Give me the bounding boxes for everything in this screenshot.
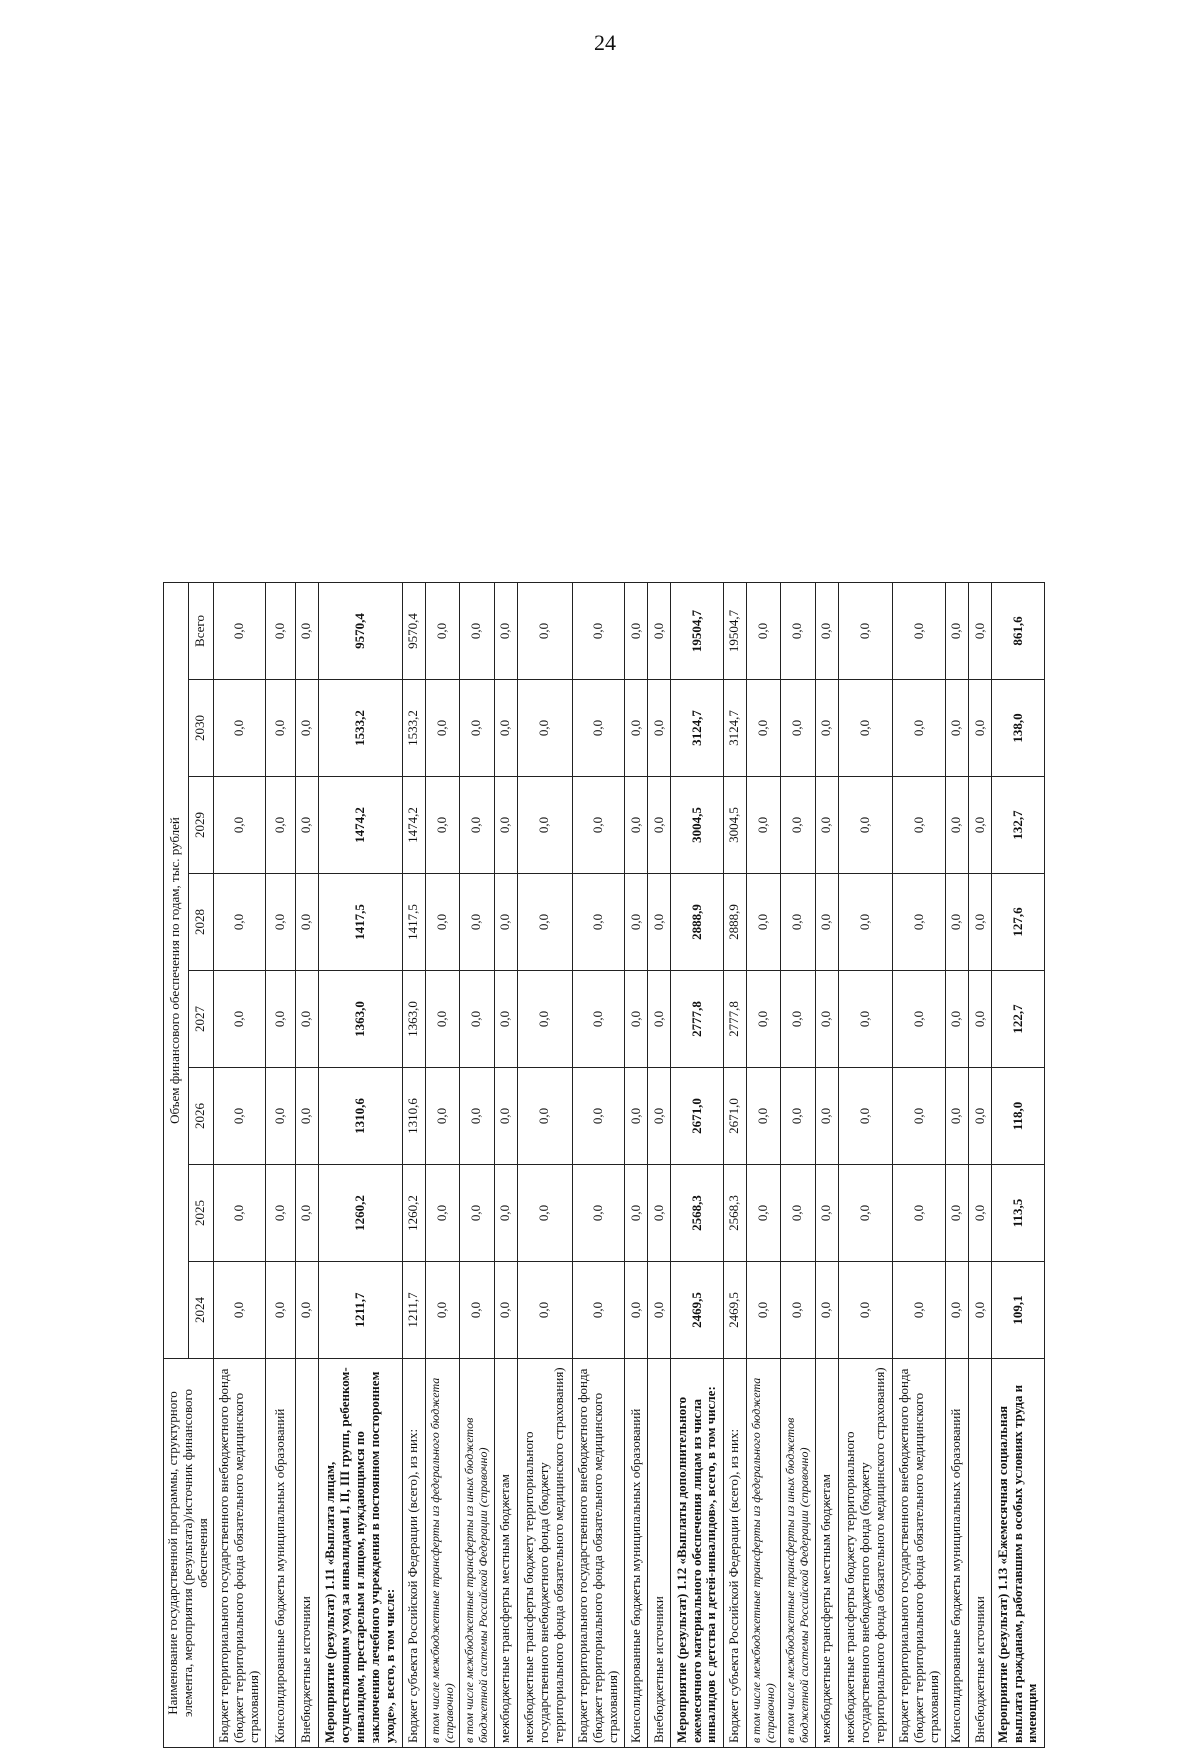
value-cell: 0,0 [624, 777, 647, 874]
value-cell: 2469,5 [723, 1262, 746, 1359]
value-cell: 0,0 [517, 582, 572, 679]
value-cell: 0,0 [781, 582, 815, 679]
value-cell: 0,0 [460, 1262, 494, 1359]
table-row [671, 582, 723, 1747]
row-label: Консолидированные бюджеты муниципальных образований [624, 1359, 647, 1748]
value-cell: 0,0 [425, 680, 459, 777]
table-row [213, 582, 265, 1747]
value-cell: 0,0 [648, 680, 671, 777]
row-label: Бюджет территориального государственного внебюджетного фонда (бюджет территориального фонда обязательного медицинского страхования) [572, 1359, 624, 1748]
table-row [781, 582, 815, 1747]
row-label: Внебюджетные источники [648, 1359, 671, 1748]
value-cell: 0,0 [746, 680, 780, 777]
value-cell: 3004,5 [671, 777, 723, 874]
row-label: в том числе межбюджетные трансферты из федерального бюджета (справочно) [746, 1359, 780, 1748]
financing-group-header: Объем финансового обеспечения по годам, тыс. рублей [164, 582, 189, 1358]
row-label: межбюджетные трансферты местным бюджетам [815, 1359, 838, 1748]
value-cell: 0,0 [838, 777, 893, 874]
row-label: в том числе межбюджетные трансферты из федерального бюджета (справочно) [425, 1359, 459, 1748]
value-cell: 0,0 [648, 1165, 671, 1262]
value-cell: 0,0 [425, 1068, 459, 1165]
value-cell: 0,0 [266, 680, 295, 777]
value-cell: 0,0 [969, 874, 992, 971]
row-label: Бюджет субъекта Российской Федерации (всего), из них: [402, 1359, 425, 1748]
value-cell: 0,0 [746, 1165, 780, 1262]
value-cell: 0,0 [266, 1165, 295, 1262]
value-cell: 0,0 [945, 1165, 968, 1262]
year-header: Всего [188, 582, 213, 679]
value-cell: 9570,4 [402, 582, 425, 679]
value-cell: 0,0 [781, 971, 815, 1068]
table-row [945, 582, 968, 1747]
value-cell: 2568,3 [723, 1165, 746, 1262]
value-cell: 0,0 [266, 582, 295, 679]
value-cell: 0,0 [945, 680, 968, 777]
value-cell: 0,0 [213, 680, 265, 777]
table-row [624, 582, 647, 1747]
value-cell: 0,0 [969, 582, 992, 679]
value-cell: 0,0 [969, 680, 992, 777]
value-cell: 0,0 [838, 1068, 893, 1165]
value-cell: 0,0 [893, 777, 945, 874]
row-label: Консолидированные бюджеты муниципальных образований [266, 1359, 295, 1748]
value-cell: 0,0 [969, 1068, 992, 1165]
value-cell: 1260,2 [402, 1165, 425, 1262]
value-cell: 0,0 [945, 1262, 968, 1359]
value-cell: 0,0 [781, 680, 815, 777]
value-cell: 0,0 [517, 777, 572, 874]
value-cell: 2671,0 [723, 1068, 746, 1165]
table-row [572, 582, 624, 1747]
value-cell: 0,0 [815, 1165, 838, 1262]
value-cell: 132,7 [992, 777, 1045, 874]
table-row [425, 582, 459, 1747]
table-row [295, 582, 318, 1747]
value-cell: 1417,5 [318, 874, 402, 971]
value-cell: 0,0 [295, 874, 318, 971]
value-cell: 0,0 [494, 971, 517, 1068]
value-cell: 19504,7 [723, 582, 746, 679]
value-cell: 0,0 [213, 1165, 265, 1262]
value-cell: 0,0 [648, 874, 671, 971]
value-cell: 1474,2 [318, 777, 402, 874]
table-row [318, 582, 402, 1747]
row-label: межбюджетные трансферты местным бюджетам [494, 1359, 517, 1748]
row-label: в том числе межбюджетные трансферты из иных бюджетов бюджетной системы Российской Федерации (справочно) [460, 1359, 494, 1748]
value-cell: 0,0 [815, 777, 838, 874]
value-cell: 1474,2 [402, 777, 425, 874]
table-row [266, 582, 295, 1747]
value-cell: 0,0 [266, 971, 295, 1068]
value-cell: 0,0 [460, 582, 494, 679]
value-cell: 0,0 [517, 874, 572, 971]
value-cell: 0,0 [572, 680, 624, 777]
value-cell: 0,0 [945, 582, 968, 679]
value-cell: 0,0 [517, 680, 572, 777]
value-cell: 1363,0 [318, 971, 402, 1068]
value-cell: 0,0 [893, 1165, 945, 1262]
table-row [494, 582, 517, 1747]
value-cell: 0,0 [460, 971, 494, 1068]
value-cell: 1310,6 [402, 1068, 425, 1165]
value-cell: 0,0 [815, 680, 838, 777]
year-header: 2027 [188, 971, 213, 1068]
value-cell: 0,0 [624, 582, 647, 679]
value-cell: 122,7 [992, 971, 1045, 1068]
value-cell: 2568,3 [671, 1165, 723, 1262]
table-row [723, 582, 746, 1747]
value-cell: 0,0 [893, 1262, 945, 1359]
value-cell: 0,0 [460, 1068, 494, 1165]
value-cell: 0,0 [266, 874, 295, 971]
table-row [969, 582, 992, 1747]
value-cell: 0,0 [295, 777, 318, 874]
value-cell: 0,0 [494, 582, 517, 679]
value-cell: 0,0 [969, 1165, 992, 1262]
value-cell: 2777,8 [671, 971, 723, 1068]
value-cell: 0,0 [969, 971, 992, 1068]
value-cell: 0,0 [648, 582, 671, 679]
value-cell: 1417,5 [402, 874, 425, 971]
value-cell: 113,5 [992, 1165, 1045, 1262]
value-cell: 0,0 [746, 582, 780, 679]
value-cell: 2888,9 [671, 874, 723, 971]
value-cell: 0,0 [838, 680, 893, 777]
value-cell: 0,0 [815, 1068, 838, 1165]
value-cell: 0,0 [624, 680, 647, 777]
value-cell: 0,0 [838, 971, 893, 1068]
value-cell: 0,0 [425, 971, 459, 1068]
table-row [838, 582, 893, 1747]
value-cell: 0,0 [460, 1165, 494, 1262]
year-header: 2024 [188, 1262, 213, 1359]
value-cell: 0,0 [648, 1068, 671, 1165]
value-cell: 0,0 [969, 777, 992, 874]
value-cell: 0,0 [746, 777, 780, 874]
value-cell: 2671,0 [671, 1068, 723, 1165]
value-cell: 0,0 [295, 680, 318, 777]
value-cell: 118,0 [992, 1068, 1045, 1165]
value-cell: 0,0 [624, 1165, 647, 1262]
value-cell: 0,0 [838, 1262, 893, 1359]
value-cell: 138,0 [992, 680, 1045, 777]
value-cell: 1211,7 [402, 1262, 425, 1359]
value-cell: 0,0 [460, 874, 494, 971]
value-cell: 0,0 [494, 777, 517, 874]
value-cell: 1533,2 [402, 680, 425, 777]
value-cell: 0,0 [425, 1165, 459, 1262]
value-cell: 0,0 [572, 1262, 624, 1359]
row-label: Бюджет территориального государственного внебюджетного фонда (бюджет территориального фонда обязательного медицинского страхования) [213, 1359, 265, 1748]
value-cell: 0,0 [213, 971, 265, 1068]
value-cell: 0,0 [295, 1262, 318, 1359]
year-header: 2030 [188, 680, 213, 777]
page-number: 24 [594, 30, 616, 55]
value-cell: 2469,5 [671, 1262, 723, 1359]
value-cell: 0,0 [781, 1262, 815, 1359]
table-row [746, 582, 780, 1747]
value-cell: 3004,5 [723, 777, 746, 874]
value-cell: 0,0 [425, 777, 459, 874]
value-cell: 109,1 [992, 1262, 1045, 1359]
value-cell: 0,0 [572, 1165, 624, 1262]
value-cell: 0,0 [838, 1165, 893, 1262]
value-cell: 0,0 [838, 874, 893, 971]
value-cell: 0,0 [460, 680, 494, 777]
row-label: Мероприятие (результат) 1.11 «Выплата лицам, осуществляющим уход за инвалидами I, II, III групп, ребенком-инвалидом, престарелым и лицом, нуждающимся по заключению лечебного учреждения в постоянном постороннем уходе», всего, в том числе: [318, 1359, 402, 1748]
row-label: Консолидированные бюджеты муниципальных образований [945, 1359, 968, 1748]
table-row [460, 582, 494, 1747]
row-label: Внебюджетные источники [295, 1359, 318, 1748]
year-header: 2025 [188, 1165, 213, 1262]
value-cell: 0,0 [648, 971, 671, 1068]
value-cell: 0,0 [648, 1262, 671, 1359]
value-cell: 0,0 [945, 777, 968, 874]
value-cell: 0,0 [945, 1068, 968, 1165]
value-cell: 0,0 [893, 680, 945, 777]
row-label: межбюджетные трансферты бюджету территориального государственного внебюджетного фонда (бюджету территориального фонда обязательного медицинского страхования) [838, 1359, 893, 1748]
value-cell: 0,0 [425, 874, 459, 971]
value-cell: 0,0 [494, 1262, 517, 1359]
value-cell: 0,0 [295, 582, 318, 679]
value-cell: 0,0 [494, 874, 517, 971]
value-cell: 0,0 [295, 1165, 318, 1262]
financing-table [163, 582, 1045, 1748]
value-cell: 0,0 [945, 874, 968, 971]
value-cell: 0,0 [781, 777, 815, 874]
value-cell: 0,0 [517, 971, 572, 1068]
value-cell: 0,0 [893, 874, 945, 971]
name-column-header: Наименование государственной программы, структурного элемента, мероприятия (результата)/источник финансового обеспечения [164, 1359, 214, 1748]
value-cell: 1260,2 [318, 1165, 402, 1262]
year-header: 2026 [188, 1068, 213, 1165]
table-row [815, 582, 838, 1747]
value-cell: 0,0 [517, 1262, 572, 1359]
value-cell: 0,0 [425, 1262, 459, 1359]
value-cell: 0,0 [746, 1068, 780, 1165]
row-label: Внебюджетные источники [969, 1359, 992, 1748]
value-cell: 1533,2 [318, 680, 402, 777]
value-cell: 0,0 [781, 1165, 815, 1262]
value-cell: 0,0 [460, 777, 494, 874]
value-cell: 0,0 [266, 1068, 295, 1165]
row-label: Мероприятие (результат) 1.12 «Выплаты дополнительного ежемесячного материального обеспечения лицам из числа инвалидов с детства и детей-инвалидов», всего, в том числе: [671, 1359, 723, 1748]
value-cell: 0,0 [266, 777, 295, 874]
row-label: Мероприятие (результат) 1.13 «Ежемесячная социальная выплата гражданам, работавшим в особых условиях труда и имеющим [992, 1359, 1045, 1748]
value-cell: 0,0 [746, 874, 780, 971]
value-cell: 0,0 [213, 777, 265, 874]
value-cell: 0,0 [295, 1068, 318, 1165]
value-cell: 0,0 [893, 582, 945, 679]
value-cell: 1363,0 [402, 971, 425, 1068]
value-cell: 0,0 [266, 1262, 295, 1359]
value-cell: 0,0 [838, 582, 893, 679]
value-cell: 0,0 [213, 1068, 265, 1165]
value-cell: 0,0 [624, 1068, 647, 1165]
table-row [648, 582, 671, 1747]
value-cell: 3124,7 [723, 680, 746, 777]
value-cell: 0,0 [893, 1068, 945, 1165]
value-cell: 0,0 [969, 1262, 992, 1359]
table-row [517, 582, 572, 1747]
row-label: Бюджет субъекта Российской Федерации (всего), из них: [723, 1359, 746, 1748]
value-cell: 0,0 [572, 777, 624, 874]
value-cell: 19504,7 [671, 582, 723, 679]
value-cell: 0,0 [624, 1262, 647, 1359]
value-cell: 0,0 [213, 582, 265, 679]
value-cell: 0,0 [494, 1068, 517, 1165]
value-cell: 0,0 [815, 582, 838, 679]
value-cell: 0,0 [572, 1068, 624, 1165]
value-cell: 0,0 [517, 1165, 572, 1262]
value-cell: 0,0 [746, 1262, 780, 1359]
value-cell: 1211,7 [318, 1262, 402, 1359]
table-row [992, 582, 1045, 1747]
value-cell: 0,0 [494, 680, 517, 777]
value-cell: 0,0 [494, 1165, 517, 1262]
value-cell: 0,0 [815, 1262, 838, 1359]
table-row [893, 582, 945, 1747]
value-cell: 0,0 [648, 777, 671, 874]
value-cell: 0,0 [624, 874, 647, 971]
value-cell: 861,6 [992, 582, 1045, 679]
value-cell: 0,0 [781, 1068, 815, 1165]
value-cell: 1310,6 [318, 1068, 402, 1165]
value-cell: 0,0 [781, 874, 815, 971]
value-cell: 0,0 [425, 582, 459, 679]
value-cell: 0,0 [815, 971, 838, 1068]
value-cell: 0,0 [295, 971, 318, 1068]
value-cell: 0,0 [572, 971, 624, 1068]
year-header: 2028 [188, 874, 213, 971]
value-cell: 2888,9 [723, 874, 746, 971]
value-cell: 0,0 [815, 874, 838, 971]
value-cell: 127,6 [992, 874, 1045, 971]
value-cell: 3124,7 [671, 680, 723, 777]
value-cell: 0,0 [572, 582, 624, 679]
value-cell: 0,0 [517, 1068, 572, 1165]
value-cell: 0,0 [213, 1262, 265, 1359]
row-label: в том числе межбюджетные трансферты из иных бюджетов бюджетной системы Российской Федерации (справочно) [781, 1359, 815, 1748]
year-header: 2029 [188, 777, 213, 874]
row-label: межбюджетные трансферты бюджету территориального государственного внебюджетного фонда (бюджету территориального фонда обязательного медицинского страхования) [517, 1359, 572, 1748]
value-cell: 0,0 [213, 874, 265, 971]
value-cell: 0,0 [746, 971, 780, 1068]
rotated-table-wrapper [163, 583, 1039, 1748]
table-row [402, 582, 425, 1747]
value-cell: 9570,4 [318, 582, 402, 679]
value-cell: 0,0 [893, 971, 945, 1068]
row-label: Бюджет территориального государственного внебюджетного фонда (бюджет территориального фонда обязательного медицинского страхования) [893, 1359, 945, 1748]
value-cell: 2777,8 [723, 971, 746, 1068]
value-cell: 0,0 [624, 971, 647, 1068]
value-cell: 0,0 [945, 971, 968, 1068]
value-cell: 0,0 [572, 874, 624, 971]
